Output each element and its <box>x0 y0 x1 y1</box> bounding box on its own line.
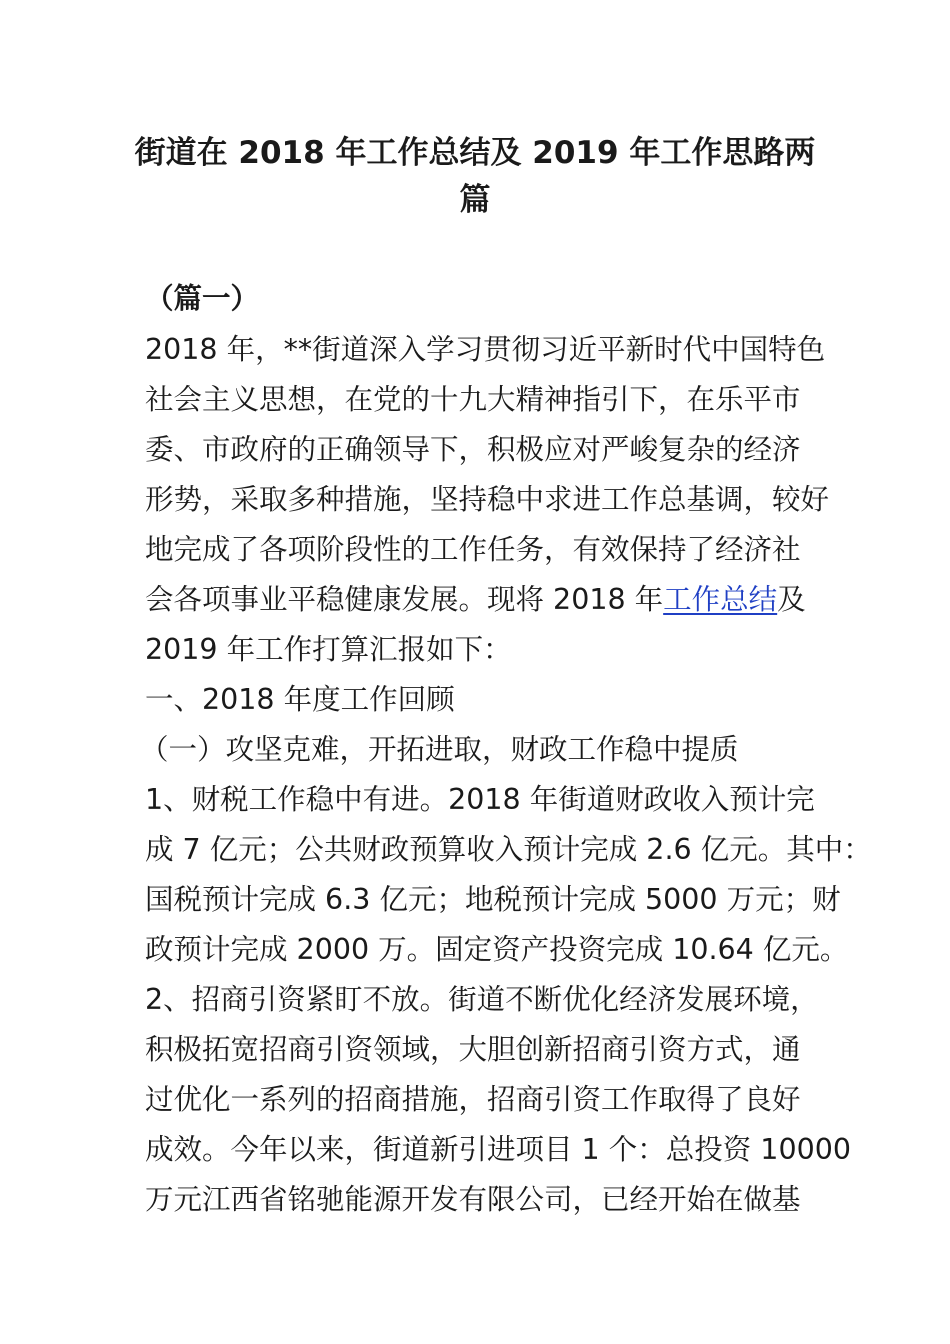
paragraph-line: 2018 年，**街道深入学习贯彻习近平新时代中国特色 <box>145 333 826 366</box>
work-summary-link[interactable]: 工作总结 <box>663 583 778 616</box>
item-2-line: 2、招商引资紧盯不放。街道不断优化经济发展环境， <box>145 983 819 1016</box>
document-title-line-1: 街道在 2018 年工作总结及 2019 年工作思路两 <box>134 135 816 171</box>
document-title-line-2: 篇 <box>459 182 491 218</box>
paragraph-line-with-link <box>145 581 806 619</box>
paragraph-text: 会各项事业平稳健康发展。现将 2018 年 <box>145 583 664 616</box>
paragraph-line: 社会主义思想，在党的十九大精神指引下，在乐平市 <box>145 383 801 416</box>
paragraph-line: 2019 年工作打算汇报如下： <box>145 633 512 666</box>
item-2-line: 过优化一系列的招商措施，招商引资工作取得了良好 <box>145 1083 801 1116</box>
subsection-heading: （一）攻坚克难，开拓进取，财政工作稳中提质 <box>140 733 739 766</box>
item-1-line: 成 7 亿元；公共财政预算收入预计完成 2.6 亿元。其中： <box>145 833 872 866</box>
section-label: （篇一） <box>145 282 260 315</box>
paragraph-line: 地完成了各项阶段性的工作任务，有效保持了经济社 <box>145 533 801 566</box>
item-1-line: 1、财税工作稳中有进。2018 年街道财政收入预计完 <box>145 783 815 816</box>
paragraph-line: 形势，采取多种措施，坚持稳中求进工作总基调，较好 <box>145 483 830 516</box>
item-2-line: 万元江西省铭驰能源开发有限公司，已经开始在做基 <box>145 1183 801 1216</box>
paragraph-line: 委、市政府的正确领导下，积极应对严峻复杂的经济 <box>145 433 801 466</box>
item-2-line: 成效。今年以来，街道新引进项目 1 个：总投资 10000 <box>145 1133 851 1166</box>
item-2-line: 积极拓宽招商引资领域，大胆创新招商引资方式，通 <box>145 1033 801 1066</box>
paragraph-text: 及 <box>777 583 806 616</box>
item-1-line: 国税预计完成 6.3 亿元；地税预计完成 5000 万元；财 <box>145 883 841 916</box>
item-1-line: 政预计完成 2000 万。固定资产投资完成 10.64 亿元。 <box>145 933 849 966</box>
section-heading: 一、2018 年度工作回顾 <box>145 683 455 716</box>
